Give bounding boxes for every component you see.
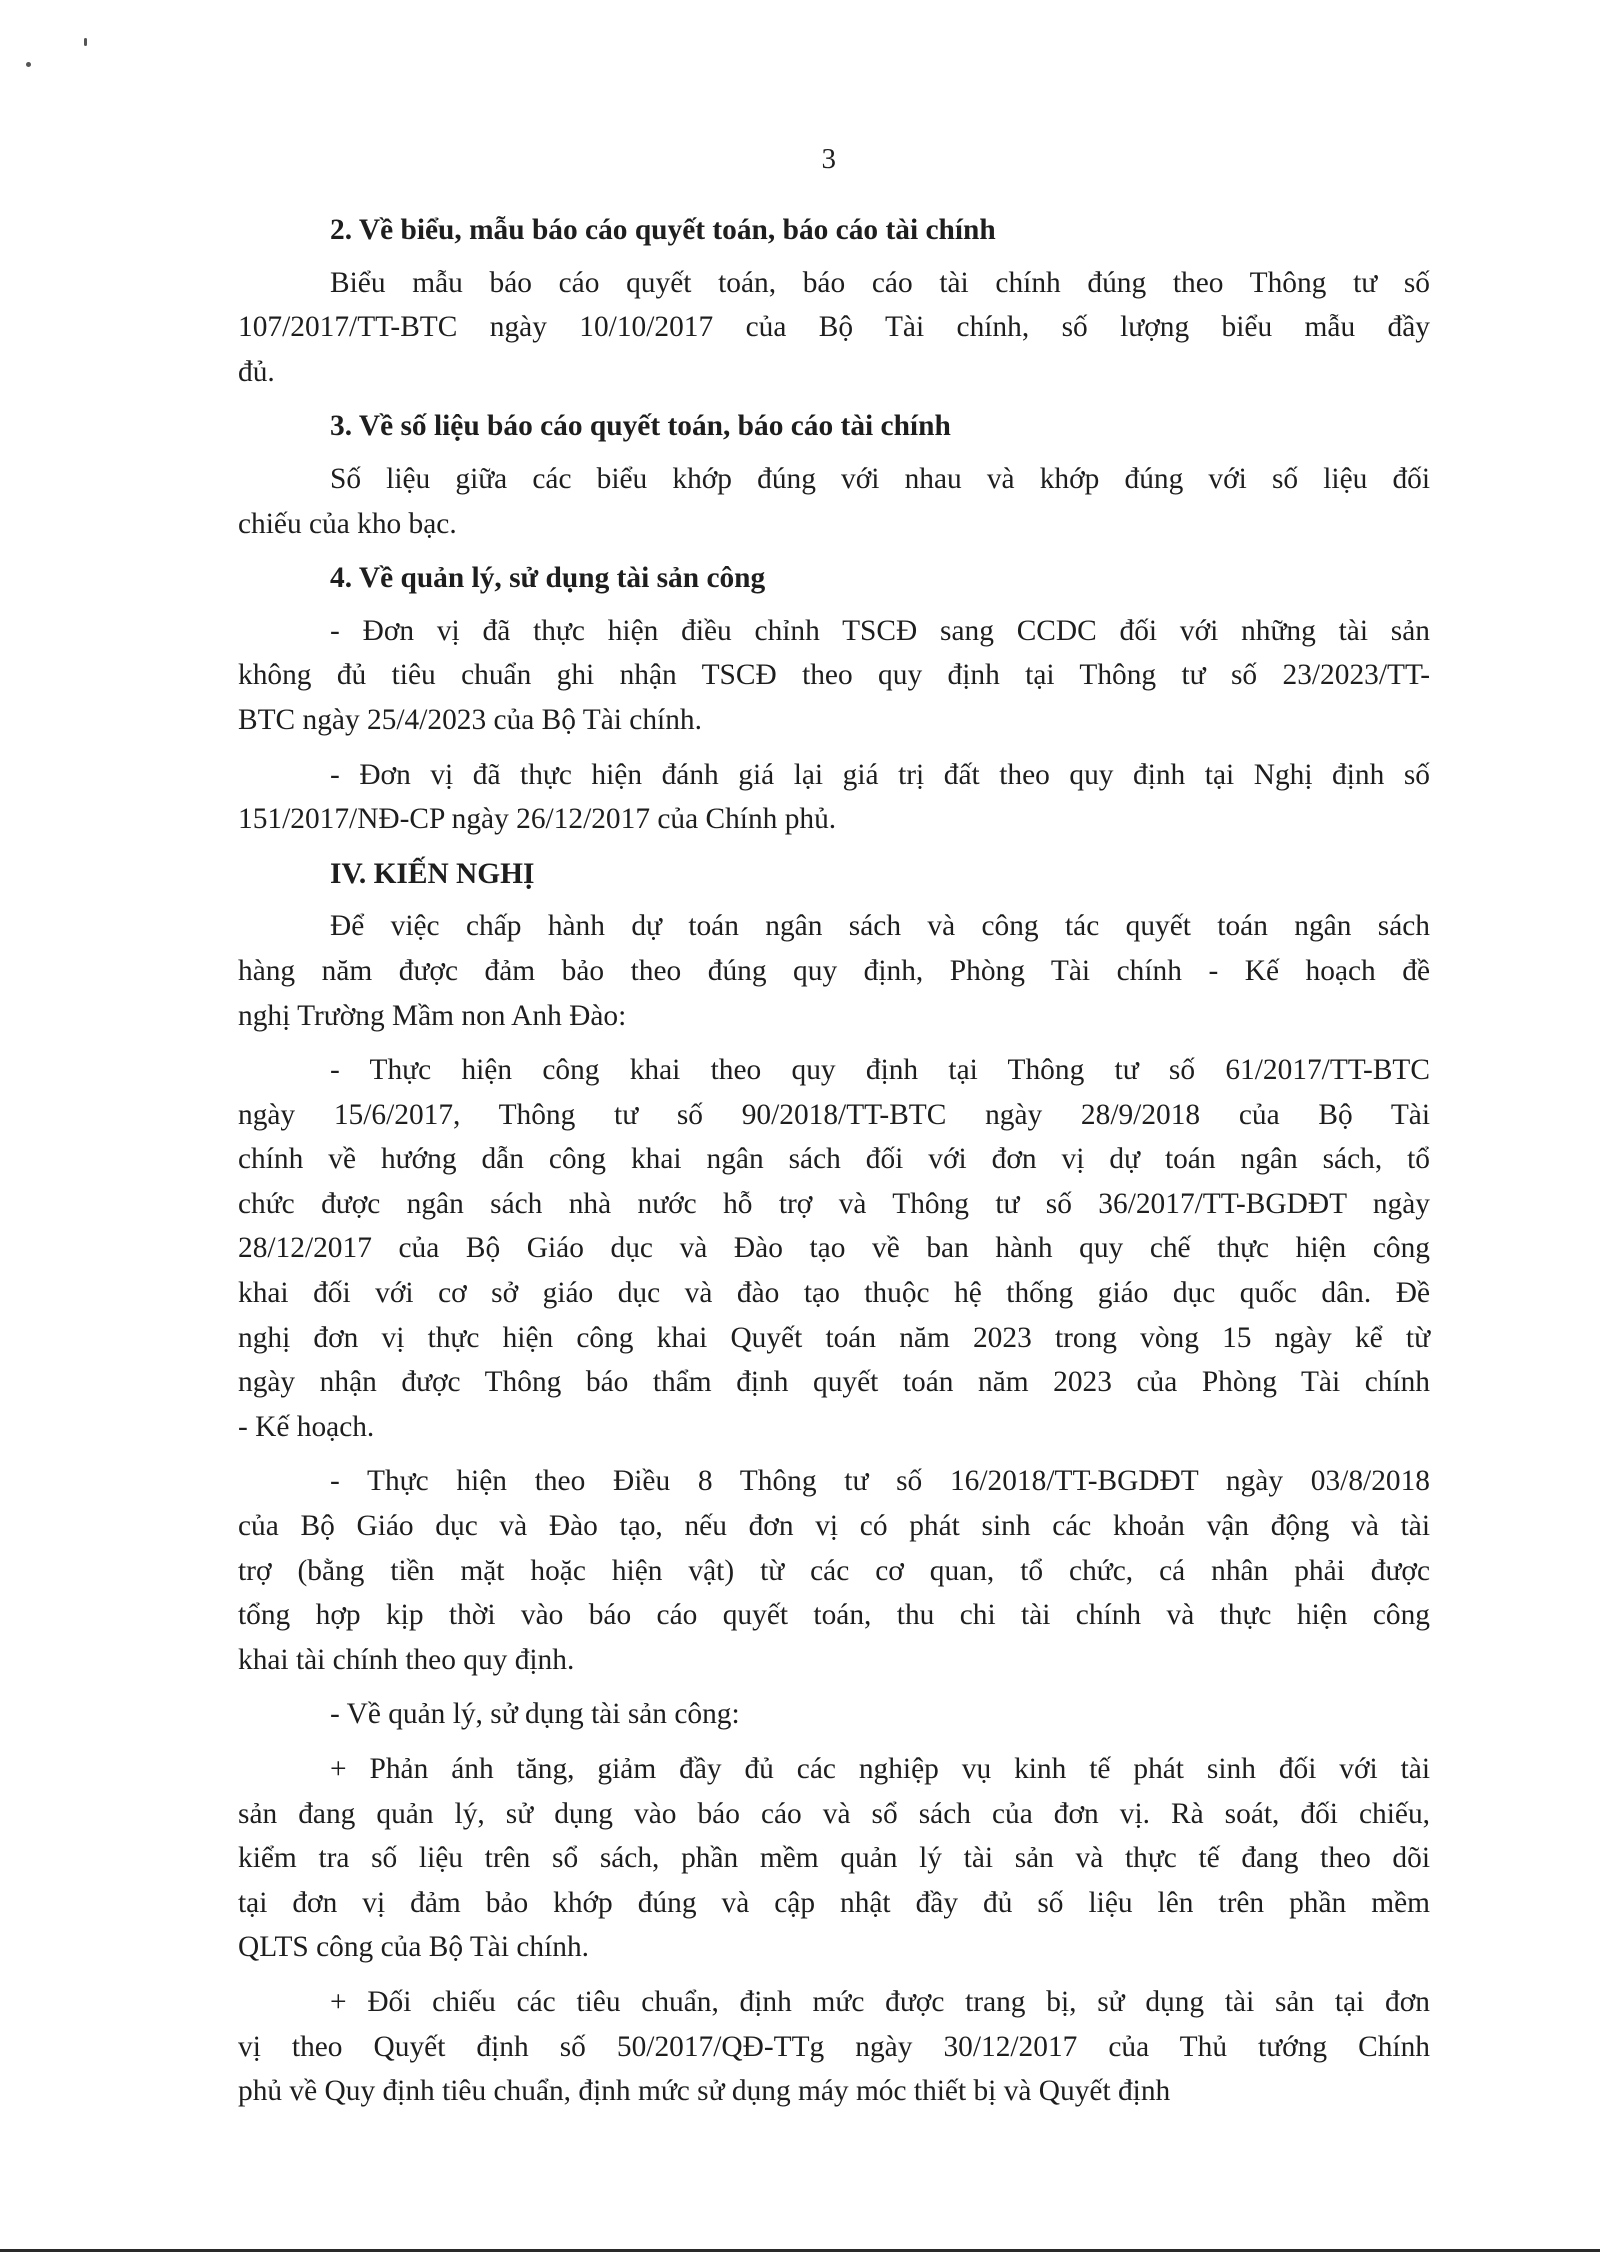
text-line: Số liệu giữa các biểu khớp đúng với nhau và khớp đúng với số liệu đối (330, 462, 1430, 495)
text-line: QLTS công của Bộ Tài chính. (238, 1931, 590, 1964)
text-line: tại đơn vị đảm bảo khớp đúng và cập nhật đầy đủ số liệu lên trên phần mềm (238, 1886, 1430, 1919)
paragraph (238, 1980, 1430, 2114)
text-line: trợ (bằng tiền mặt hoặc hiện vật) từ các cơ quan, tổ chức, cá nhân phải được (238, 1554, 1430, 1587)
text-line: - Đơn vị đã thực hiện đánh giá lại giá trị đất theo quy định tại Nghị định số (330, 758, 1430, 791)
text-line: khai đối với cơ sở giáo dục và đào tạo thuộc hệ thống giáo dục quốc dân. Đề (238, 1277, 1430, 1310)
scan-bottom-edge (0, 2249, 1600, 2252)
scan-speck (84, 38, 87, 46)
scan-speck (26, 62, 31, 67)
paragraph (238, 1692, 1430, 1737)
text-line: ngày nhận được Thông báo thẩm định quyết toán năm 2023 của Phòng Tài chính (238, 1366, 1430, 1399)
text-line: - Đơn vị đã thực hiện điều chỉnh TSCĐ sang CCDC đối với những tài sản (330, 614, 1430, 647)
text-line: ngày 15/6/2017, Thông tư số 90/2018/TT-BTC ngày 28/9/2018 của Bộ Tài (238, 1098, 1430, 1131)
paragraph (238, 457, 1430, 546)
text-line: của Bộ Giáo dục và Đào tạo, nếu đơn vị có phát sinh các khoản vận động và tài (238, 1510, 1430, 1543)
text-line: Để việc chấp hành dự toán ngân sách và công tác quyết toán ngân sách (330, 910, 1430, 943)
paragraph (238, 1048, 1430, 1449)
paragraph (238, 1459, 1430, 1682)
paragraph (238, 609, 1430, 743)
text-line: 151/2017/NĐ-CP ngày 26/12/2017 của Chính phủ. (238, 803, 837, 836)
text-line: hàng năm được đảm bảo theo đúng quy định, Phòng Tài chính - Kế hoạch đề (238, 954, 1430, 987)
section-heading: 2. Về biểu, mẫu báo cáo quyết toán, báo cáo tài chính (330, 214, 996, 246)
paragraph (238, 261, 1430, 395)
text-line: đủ. (238, 355, 275, 388)
text-line: vị theo Quyết định số 50/2017/QĐ-TTg ngày 30/12/2017 của Thủ tướng Chính (238, 2030, 1430, 2063)
text-line: phủ về Quy định tiêu chuẩn, định mức sử dụng máy móc thiết bị và Quyết định (238, 2075, 1171, 2108)
text-line: Biểu mẫu báo cáo quyết toán, báo cáo tài chính đúng theo Thông tư số (330, 266, 1430, 299)
text-line: - Thực hiện theo Điều 8 Thông tư số 16/2018/TT-BGDĐT ngày 03/8/2018 (330, 1465, 1430, 1498)
text-line: sản đang quản lý, sử dụng vào báo cáo và sổ sách của đơn vị. Rà soát, đối chiếu, (238, 1797, 1430, 1830)
text-line: chức được ngân sách nhà nước hỗ trợ và Thông tư số 36/2017/TT-BGDĐT ngày (238, 1187, 1430, 1220)
text-line: khai tài chính theo quy định. (238, 1643, 575, 1676)
text-line: nghị Trường Mầm non Anh Đào: (238, 999, 627, 1032)
text-line: 28/12/2017 của Bộ Giáo dục và Đào tạo về ban hành quy chế thực hiện công (238, 1232, 1430, 1265)
page-number: 3 (821, 143, 837, 175)
text-line: - Thực hiện công khai theo quy định tại Thông tư số 61/2017/TT-BTC (330, 1054, 1430, 1087)
paragraph (238, 904, 1430, 1038)
paragraph (238, 1747, 1430, 1970)
section-heading: IV. KIẾN NGHỊ (330, 857, 535, 890)
text-line: không đủ tiêu chuẩn ghi nhận TSCĐ theo quy định tại Thông tư số 23/2023/TT- (238, 659, 1430, 692)
text-line: + Phản ánh tăng, giảm đầy đủ các nghiệp vụ kinh tế phát sinh đối với tài (330, 1753, 1430, 1785)
text-line: tổng hợp kịp thời vào báo cáo quyết toán, thu chi tài chính và thực hiện công (238, 1599, 1430, 1632)
text-line: chiếu của kho bạc. (238, 507, 457, 540)
text-line: kiểm tra số liệu trên sổ sách, phần mềm quản lý tài sản và thực tế đang theo dõi (238, 1842, 1430, 1875)
text-line: BTC ngày 25/4/2023 của Bộ Tài chính. (238, 703, 702, 736)
text-line: + Đối chiếu các tiêu chuẩn, định mức được trang bị, sử dụng tài sản tại đơn (330, 1985, 1430, 2018)
text-line: - Kế hoạch. (238, 1410, 375, 1443)
paragraph (238, 753, 1430, 842)
text-line: nghị đơn vị thực hiện công khai Quyết toán năm 2023 trong vòng 15 ngày kể từ (238, 1321, 1430, 1354)
document-body (238, 208, 1430, 2124)
section-heading: 3. Về số liệu báo cáo quyết toán, báo cáo tài chính (330, 410, 951, 443)
text-line: - Về quản lý, sử dụng tài sản công: (330, 1698, 740, 1731)
section-heading: 4. Về quản lý, sử dụng tài sản công (330, 562, 766, 595)
text-line: 107/2017/TT-BTC ngày 10/10/2017 của Bộ Tài chính, số lượng biểu mẫu đầy (238, 311, 1430, 344)
text-line: chính về hướng dẫn công khai ngân sách đối với đơn vị dự toán ngân sách, tổ (238, 1143, 1430, 1176)
